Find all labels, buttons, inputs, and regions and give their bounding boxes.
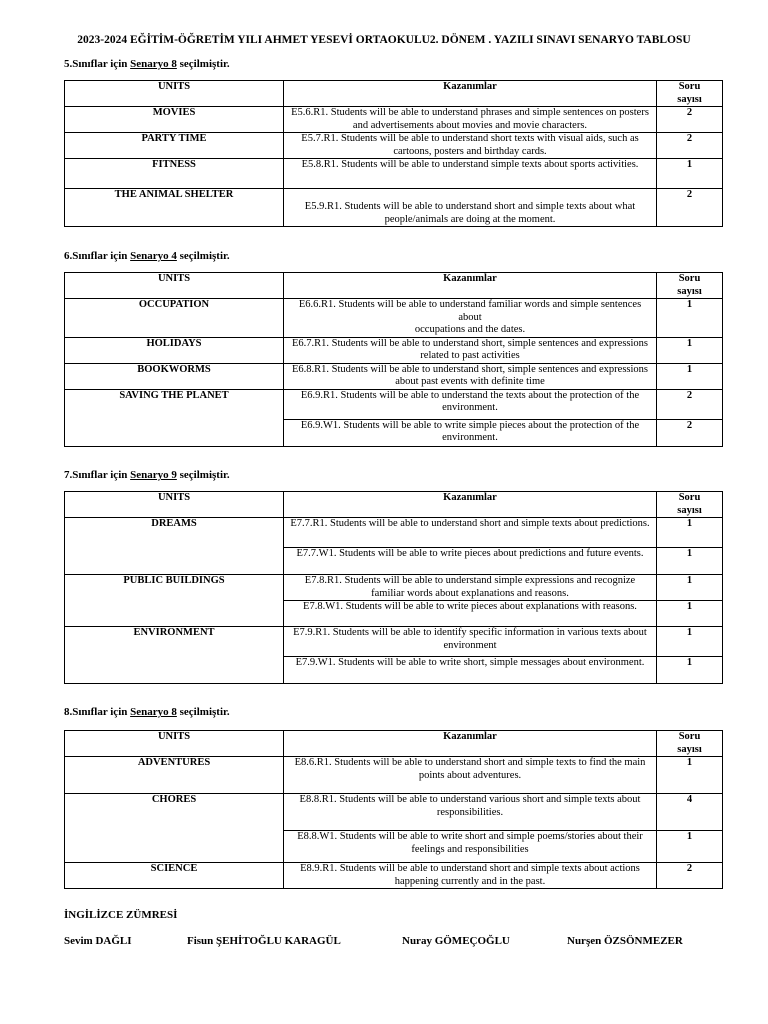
question-count-cell: 1	[657, 575, 723, 601]
unit-cell: CHORES	[65, 794, 284, 863]
section-heading-grade-6	[64, 250, 230, 262]
question-count-cell: 2	[657, 107, 723, 133]
scenario-table-grade-7	[64, 491, 723, 684]
outcome-cell: E5.8.R1. Students will be able to understand simple texts about sports activities.	[284, 159, 657, 189]
section-heading-grade-8	[64, 706, 230, 718]
section-suffix: seçilmiştir.	[176, 250, 230, 262]
question-count-cell: 1	[657, 657, 723, 684]
question-count-cell: 1	[657, 337, 723, 363]
question-count-cell: 1	[657, 757, 723, 794]
outcome-cell	[284, 299, 657, 338]
scenario-table-grade-5	[64, 80, 723, 227]
committee-title: İNGİLİZCE ZÜMRESİ	[64, 909, 178, 921]
outcome-cell: E7.8.R1. Students will be able to understand simple expressions and recognize familiar words about explanations and reasons.	[284, 575, 657, 601]
scenario-name: Senaryo 8	[130, 706, 177, 718]
question-count-cell: 1	[657, 831, 723, 863]
scenario-table-grade-6	[64, 272, 723, 447]
soru-header-line1: Soru	[678, 731, 701, 742]
table-row	[65, 575, 723, 601]
question-count-cell: 1	[657, 548, 723, 575]
outcome-cell: E8.6.R1. Students will be able to understand short and simple texts to find the main points about adventures.	[284, 757, 657, 794]
unit-cell: FITNESS	[65, 159, 284, 189]
unit-cell: ADVENTURES	[65, 757, 284, 794]
unit-cell: MOVIES	[65, 107, 284, 133]
units-header: UNITS	[65, 273, 284, 299]
section-suffix: seçilmiştir.	[176, 469, 230, 481]
table-row	[65, 794, 723, 831]
unit-cell: ENVIRONMENT	[65, 627, 284, 684]
outcome-cell: E7.7.R1. Students will be able to understand short and simple texts about predictions.	[284, 518, 657, 548]
soru-header-line1: Soru	[678, 492, 701, 503]
question-count-cell: 1	[657, 627, 723, 657]
question-count-cell: 1	[657, 363, 723, 389]
soru-header	[657, 81, 723, 107]
soru-header	[657, 273, 723, 299]
outcome-cell: E8.8.W1. Students will be able to write short and simple poems/stories about their feelings and responsibilities	[284, 831, 657, 863]
outcome-cell: E6.7.R1. Students will be able to understand short, simple sentences and expressions related to past activities	[284, 337, 657, 363]
table-row	[65, 107, 723, 133]
section-suffix: seçilmiştir.	[176, 706, 230, 718]
unit-cell: DREAMS	[65, 518, 284, 575]
table-row	[65, 133, 723, 159]
unit-cell: SCIENCE	[65, 863, 284, 889]
outcome-cell: E5.9.R1. Students will be able to understand short and simple texts about what people/animals are doing at the moment.	[284, 189, 657, 227]
outcome-cell: E7.9.W1. Students will be able to write short, simple messages about environment.	[284, 657, 657, 684]
signatory-name: Nuray GÖMEÇOĞLU	[402, 935, 510, 947]
unit-cell: SAVING THE PLANET	[65, 389, 284, 446]
question-count-cell: 2	[657, 863, 723, 889]
question-count-cell: 1	[657, 299, 723, 338]
table-row	[65, 189, 723, 227]
table-row	[65, 159, 723, 189]
section-suffix: seçilmiştir.	[176, 58, 230, 70]
signatory-name: Nurşen ÖZSÖNMEZER	[567, 935, 683, 947]
scenario-name: Senaryo 9	[130, 469, 177, 481]
section-prefix: 5.Sınıflar için	[64, 58, 131, 70]
page-title: 2023-2024 EĞİTİM-ÖĞRETİM YILI AHMET YESEVİ ORTAOKULU2. DÖNEM . YAZILI SINAVI SENARYO TABLOSU	[77, 34, 691, 46]
soru-header-line1: Soru	[678, 81, 701, 92]
soru-header	[657, 492, 723, 518]
question-count-cell: 2	[657, 189, 723, 227]
units-header: UNITS	[65, 81, 284, 107]
table-row	[65, 299, 723, 338]
outcome-cell: E7.8.W1. Students will be able to write pieces about explanations with reasons.	[284, 601, 657, 627]
question-count-cell: 1	[657, 518, 723, 548]
signatory-name: Sevim DAĞLI	[64, 935, 132, 947]
unit-cell: BOOKWORMS	[65, 363, 284, 389]
soru-header-line2: sayısı	[677, 743, 702, 755]
section-prefix: 6.Sınıflar için	[64, 250, 131, 262]
outcome-cell: E5.7.R1. Students will be able to understand short texts with visual aids, such as cartoons, posters and birthday cards.	[284, 133, 657, 159]
table-row	[65, 863, 723, 889]
table-row	[65, 627, 723, 657]
section-prefix: 8.Sınıflar için	[64, 706, 131, 718]
soru-header-line1: Soru	[678, 273, 701, 284]
unit-cell: PUBLIC BUILDINGS	[65, 575, 284, 627]
table-header-row	[65, 81, 723, 107]
section-heading-grade-7	[64, 469, 230, 481]
scenario-name: Senaryo 4	[130, 250, 177, 262]
kazanimlar-header: Kazanımlar	[284, 492, 657, 518]
outcome-cell: E6.9.W1. Students will be able to write simple pieces about the protection of the environment.	[284, 419, 657, 446]
soru-header-line2: sayısı	[677, 93, 702, 105]
question-count-cell: 1	[657, 601, 723, 627]
question-count-cell: 4	[657, 794, 723, 831]
outcome-cell: E8.8.R1. Students will be able to understand various short and simple texts about responsibilities.	[284, 794, 657, 831]
units-header: UNITS	[65, 492, 284, 518]
table-row	[65, 337, 723, 363]
question-count-cell: 2	[657, 133, 723, 159]
outcome-line: occupations and the dates.	[414, 324, 526, 335]
unit-cell: HOLIDAYS	[65, 337, 284, 363]
outcome-cell: E5.6.R1. Students will be able to understand phrases and simple sentences on posters and advertisements about movies and movie characters.	[284, 107, 657, 133]
soru-header-line2: sayısı	[677, 285, 702, 297]
table-header-row	[65, 492, 723, 518]
outcome-cell: E7.7.W1. Students will be able to write pieces about predictions and future events.	[284, 548, 657, 575]
question-count-cell: 2	[657, 419, 723, 446]
question-count-cell: 2	[657, 389, 723, 419]
table-row	[65, 518, 723, 548]
outcome-cell: E6.9.R1. Students will be able to understand the texts about the protection of the environment.	[284, 389, 657, 419]
section-heading-grade-5	[64, 58, 230, 70]
kazanimlar-header: Kazanımlar	[284, 81, 657, 107]
soru-header-line2: sayısı	[677, 504, 702, 516]
outcome-cell: E6.8.R1. Students will be able to understand short, simple sentences and expressions about past events with definite time	[284, 363, 657, 389]
outcome-cell: E8.9.R1. Students will be able to understand short and simple texts about actions happening currently and in the past.	[284, 863, 657, 889]
scenario-table-grade-8	[64, 730, 723, 889]
table-row	[65, 389, 723, 419]
kazanimlar-header: Kazanımlar	[284, 273, 657, 299]
table-row	[65, 757, 723, 794]
unit-cell: THE ANIMAL SHELTER	[65, 189, 284, 227]
table-row	[65, 363, 723, 389]
section-prefix: 7.Sınıflar için	[64, 469, 131, 481]
question-count-cell: 1	[657, 159, 723, 189]
scenario-name: Senaryo 8	[130, 58, 177, 70]
kazanimlar-header: Kazanımlar	[284, 731, 657, 757]
table-header-row	[65, 731, 723, 757]
table-header-row	[65, 273, 723, 299]
outcome-cell: E7.9.R1. Students will be able to identify specific information in various texts about environment	[284, 627, 657, 657]
signatory-name: Fisun ŞEHİTOĞLU KARAGÜL	[187, 935, 341, 947]
unit-cell: OCCUPATION	[65, 299, 284, 338]
outcome-line: E6.6.R1. Students will be able to understand familiar words and simple sentences about	[298, 299, 642, 323]
soru-header	[657, 731, 723, 757]
units-header: UNITS	[65, 731, 284, 757]
unit-cell: PARTY TIME	[65, 133, 284, 159]
